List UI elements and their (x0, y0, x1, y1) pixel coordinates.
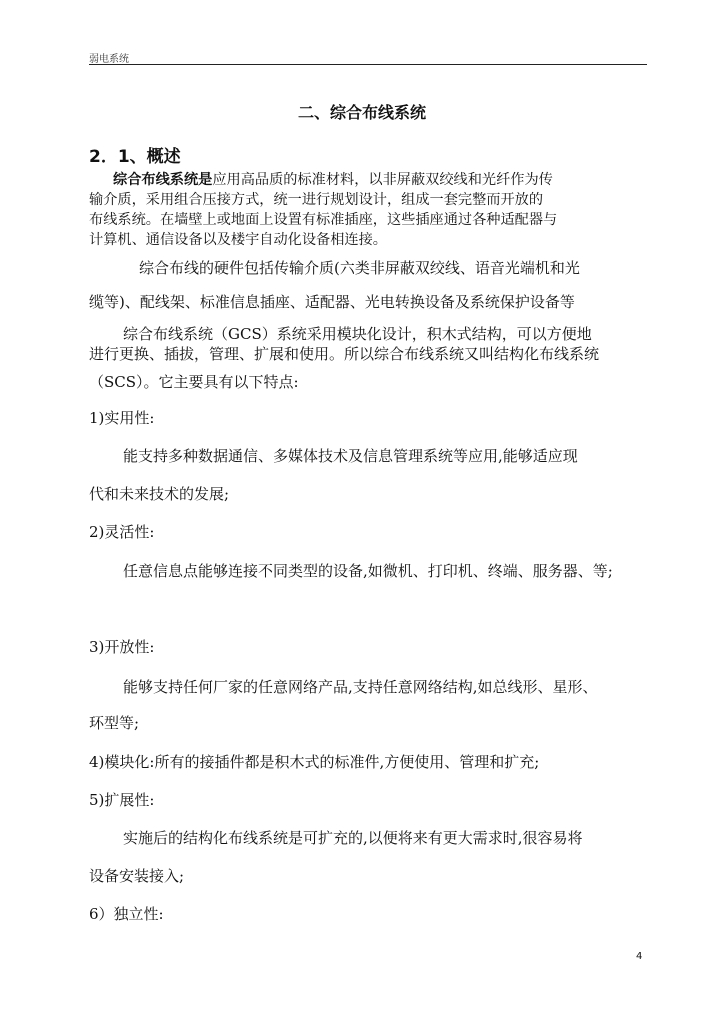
feature-3-heading: 3)开放性: (89, 638, 155, 656)
feature-5-heading: 5)扩展性: (89, 791, 155, 809)
section-heading: 2．1、概述 (89, 147, 181, 167)
gcs-line-3: （SCS）。它主要具有以下特点: (89, 373, 299, 391)
feature-1-desc-2: 代和未来技术的发展; (89, 485, 230, 503)
overview-line-3: 布线系统。在墙壁上或地面上设置有标准插座，这些插座通过各种适配器与 (89, 212, 558, 228)
overview-line-4: 计算机、通信设备以及楼宇自动化设备相连接。 (89, 232, 387, 248)
feature-2-desc-1: 任意信息点能够连接不同类型的设备,如微机、打印机、终端、服务器、等; (123, 562, 613, 580)
hardware-line-2: 缆等)、配线架、标准信息插座、适配器、光电转换设备及系统保护设备等 (89, 293, 575, 311)
header-text: 弱电系统 (89, 54, 129, 65)
feature-6-heading: 6）独立性: (89, 905, 164, 923)
page-number: 4 (636, 951, 643, 962)
hardware-line-1: 综合布线的硬件包括传输介质(六类非屏蔽双绞线、语音光端机和光 (139, 259, 580, 277)
feature-5-desc-2: 设备安装接入; (89, 867, 185, 885)
gcs-line-1: 综合布线系统（GCS）系统采用模块化设计，积木式结构，可以方便地 (123, 325, 592, 343)
overview-bold-term: 综合布线系统是 (113, 172, 213, 188)
overview-line-2: 输介质，采用组合压接方式，统一进行规划设计，组成一套完整而开放的 (89, 192, 544, 208)
page-title: 二、综合布线系统 (297, 103, 426, 122)
feature-5-desc-1: 实施后的结构化布线系统是可扩充的,以便将来有更大需求时,很容易将 (123, 829, 583, 847)
gcs-line-2: 进行更换、插拔，管理、扩展和使用。所以综合布线系统又叫结构化布线系统 (89, 345, 600, 363)
feature-1-heading: 1)实用性: (89, 409, 155, 427)
feature-4-heading: 4)模块化:所有的接插件都是积木式的标准件,方便使用、管理和扩充; (89, 753, 540, 771)
feature-3-desc-1: 能够支持任何厂家的任意网络产品,支持任意网络结构,如总线形、星形、 (123, 678, 598, 696)
overview-line-1 (113, 170, 553, 190)
overview-line-1-rest: 应用高品质的标准材料，以非屏蔽双绞线和光纤作为传 (212, 172, 553, 188)
feature-3-desc-2: 环型等; (89, 714, 140, 732)
feature-1-desc-1: 能支持多种数据通信、多媒体技术及信息管理系统等应用,能够适应现 (123, 447, 578, 465)
page-header (89, 48, 647, 65)
feature-2-heading: 2)灵活性: (89, 523, 155, 541)
